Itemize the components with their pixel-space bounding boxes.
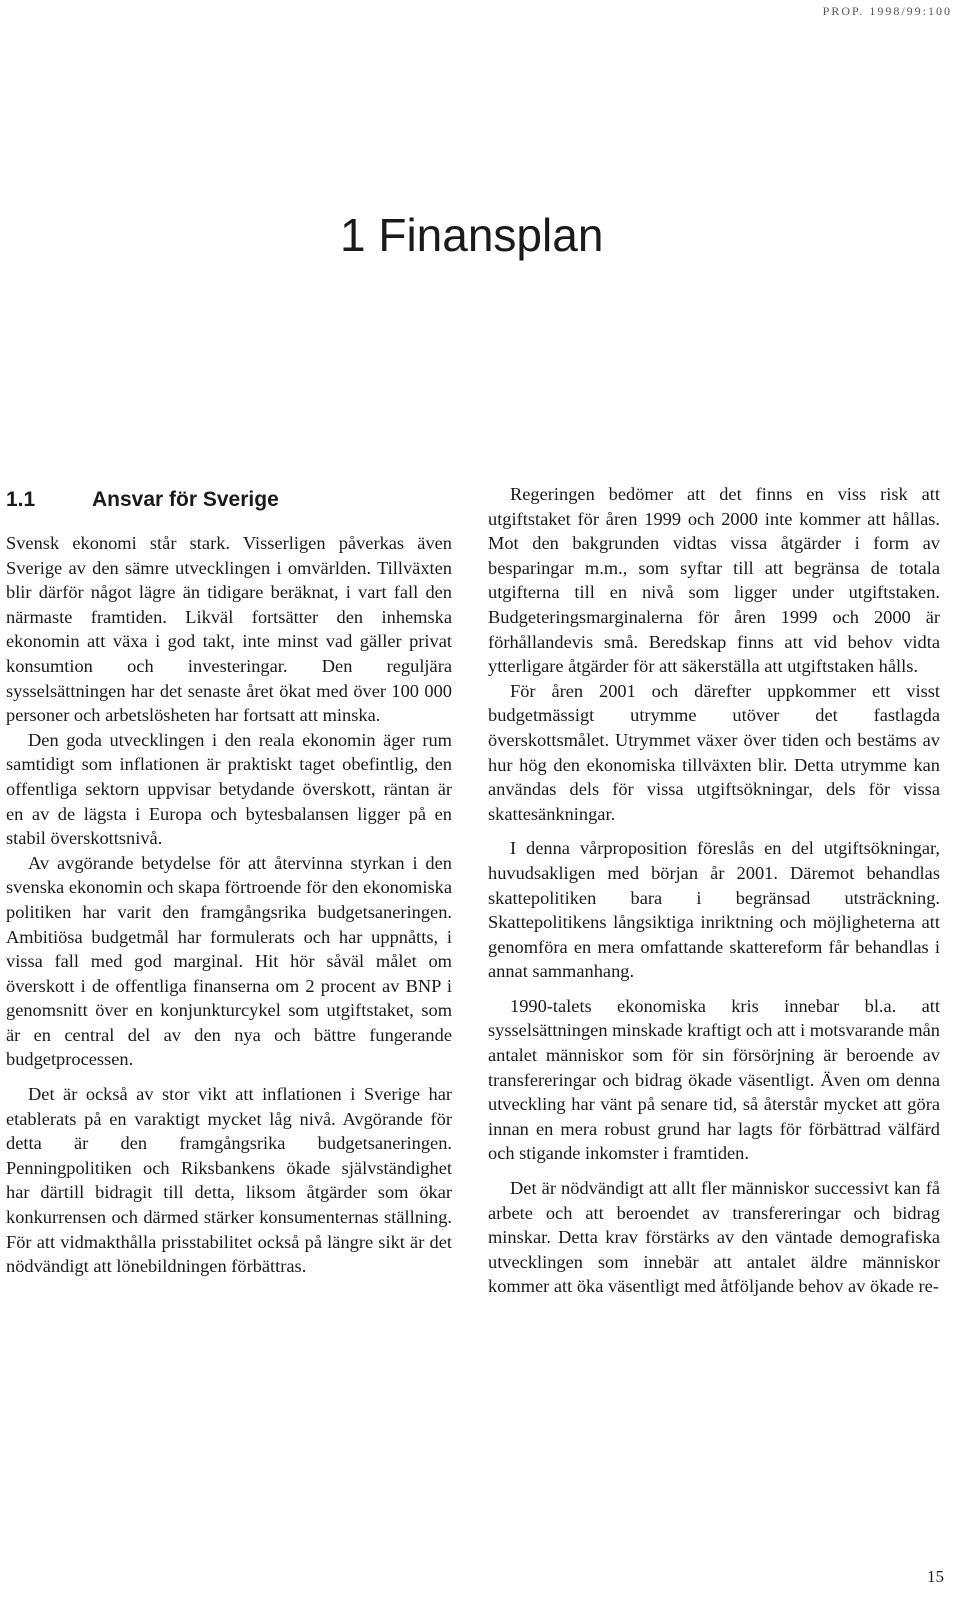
section-heading — [6, 488, 279, 512]
right-paragraph-2: För åren 2001 och därefter uppkommer ett visst budgetmässigt utrymme utöver det fastlagda överskottsmålet. Utrymmet växer över tiden och bestäms av hur hög den ekonomiska tillväxten blir. Detta utrymme kan användas dels för vissa utgiftsökningar, dels för vissa skattesänkningar. — [488, 680, 940, 824]
running-header: PROP. 1998/99:100 — [822, 4, 952, 18]
section-number: 1.1 — [6, 488, 36, 511]
section-title: Ansvar för Sverige — [92, 488, 279, 511]
right-paragraph-4: 1990-talets ekonomiska kris innebar bl.a. att sysselsättningen minskade kraftigt och att i motsvarande mån antalet människor som för sin försörjning är beroende av transfereringar och bidrag ökade väsentligt. Även om denna utveckling har vänt på senare tid, så återstår mycket att göra innan en mera robust grund har lagts för förbättrad välfärd och stigande inkomster i framtiden. — [488, 995, 940, 1164]
page-number: 15 — [927, 1567, 944, 1586]
left-paragraph-3: Av avgörande betydelse för att återvinna styrkan i den svenska ekonomin och skapa förtroende för den ekonomiska politiken har varit den framgångsrika budgetsaneringen. Ambitiösa budgetmål har formulerats och har uppnåtts, i vissa fall med god marginal. Hit hör såväl målet om överskott i de offentliga finanserna om 2 procent av BNP i genomsnitt över en konjunkturcykel som utgiftstaket, som är en central del av den nya och bättre fungerande budgetprocessen. — [6, 852, 452, 1070]
chapter-title: 1 Finansplan — [340, 209, 604, 261]
left-paragraph-1: Svensk ekonomi står stark. Visserligen påverkas även Sverige av den sämre utvecklingen i omvärlden. Tillväxten blir därför något lägre än tidigare beräknat, i vart fall den närmaste framtiden. Likväl fortsätter den inhemska ekonomin att växa i god takt, inte minst vad gäller privat konsumtion och investeringar. Den reguljära sysselsättningen har det senaste året ökat med över 100 000 personer och arbetslösheten har fortsatt att minska. — [6, 533, 452, 726]
left-column — [6, 531, 452, 1279]
left-paragraph-2: Den goda utvecklingen i den reala ekonomin äger rum samtidigt som inflationen är praktiskt taget obefintlig, den offentliga sektorn uppvisar betydande överskott, räntan är en av de lägsta i Europa och bytesbalansen ligger på en stabil överskottsnivå. — [6, 729, 452, 849]
right-column — [488, 482, 940, 1299]
right-paragraph-5: Det är nödvändigt att allt fler människor successivt kan få arbete och att beroendet av transfereringar och bidrag minskar. Detta krav förstärks av den väntade demografiska utvecklingen som innebär att antalet äldre människor kommer att öka väsentligt med åtföljande behov av ökade re- — [488, 1178, 940, 1297]
right-paragraph-3: I denna vårproposition föreslås en del utgiftsökningar, huvudsakligen med början år 2001. Däremot behandlas skattepolitiken bara i begränsad utsträckning. Skattepolitikens långsiktiga inriktning och möjligheterna att genomföra en mera omfattande skattereform får behandlas i annat sammanhang. — [488, 838, 940, 982]
left-paragraph-4: Det är också av stor vikt att inflationen i Sverige har etablerats på en varaktigt mycket låg nivå. Avgörande för detta är den framgångsrika budgetsaneringen. Penningpolitiken och Riksbankens ökade självständighet har därtill bidragit till detta, liksom åtgärder som ökar konkurrensen och därmed stärker konsumenternas ställning. För att vidmakthålla prisstabilitet också på längre sikt är det nödvändigt att lönebildningen förbättras. — [6, 1084, 452, 1277]
right-paragraph-1: Regeringen bedömer att det finns en viss risk att utgiftstaket för åren 1999 och 2000 inte kommer att hållas. Mot den bakgrunden vidtas vissa åtgärder i form av besparingar m.m., som syftar till att begränsa de totala utgifterna till en nivå som ligger under utgiftstaken. Budgeteringsmarginalerna för åren 1999 och 2000 är förhållandevis små. Beredskap finns att vid behov vidta ytterligare åtgärder för att säkerställa att utgiftstaken hålls. — [488, 484, 940, 677]
